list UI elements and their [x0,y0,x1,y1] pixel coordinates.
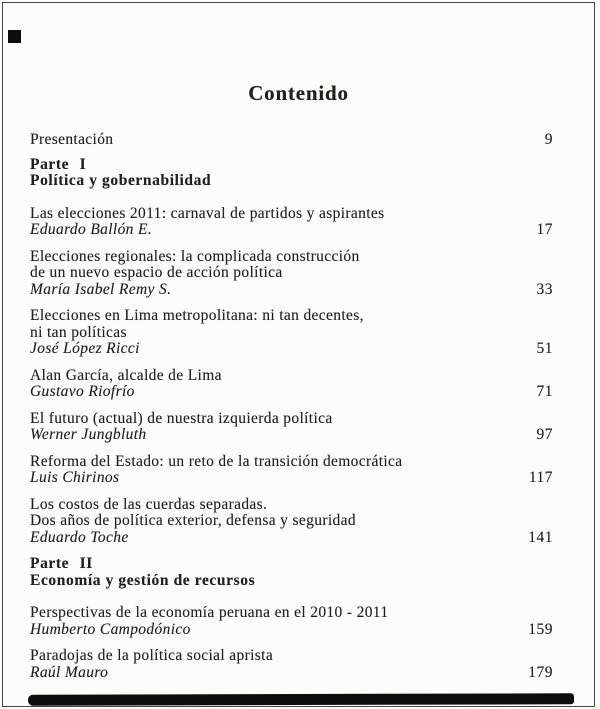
toc-entry [30,454,553,487]
toc-entry-author: Humberto Campodónico [30,620,191,638]
toc-part-label: Parte I [30,155,87,173]
toc-entry-title-line: ni tan políticas [30,323,127,341]
toc-entry-text [30,132,113,149]
toc-part-subtitle: Política y gobernabilidad [30,172,212,189]
toc-entry-text [30,411,333,444]
toc-entry-author: María Isabel Remy S. [30,280,172,298]
toc-entry-text [30,497,356,547]
toc-part-header [30,556,553,589]
toc-entry-text [30,454,403,487]
toc-page-number: 141 [528,528,553,546]
toc-entry-author: Raúl Mauro [30,663,109,681]
toc-entry [30,411,553,444]
toc-page-number: 33 [536,280,553,298]
toc-entry [30,249,553,299]
toc-entry-text [30,368,222,401]
toc-part-header [30,157,553,190]
toc-page-number: 179 [528,663,553,681]
toc-entry [30,497,553,547]
toc-entry-title-line: Elecciones regionales: la complicada construcción [30,247,360,265]
toc-page-number: 97 [536,426,553,443]
toc-part-label: Parte II [30,555,93,572]
toc-page-number: 17 [536,221,553,238]
toc-entry-title-line: Reforma del Estado: un reto de la transición democrática [30,452,403,470]
toc-entry-title-line: Perspectivas de la economía peruana en el 2010 - 2011 [30,604,389,621]
toc-entry-author: José López Ricci [30,340,140,357]
toc-entry-text [30,249,360,299]
toc-entry-author: Werner Jungbluth [30,426,147,443]
toc-entry-author: Eduardo Toche [30,528,129,546]
toc-entry [30,308,553,358]
toc-entry-text [30,605,388,638]
toc-page-number: 51 [536,340,553,357]
toc-page-number: 9 [544,131,553,148]
toc-page-number: 71 [536,383,553,400]
toc-page-number: 159 [528,620,553,638]
toc-entry [30,605,553,638]
scan-artifact-square [8,30,21,43]
toc-part-subtitle: Economía y gestión de recursos [30,571,256,589]
contents-title: Contenido [248,81,349,105]
toc-entry-title-line: Alan García, alcalde de Lima [30,366,222,384]
toc-entry-text [30,648,273,681]
scan-artifact-bottom-bar [28,693,574,705]
toc-entry-title-line: Paradojas de la política social aprista [30,647,274,664]
toc-entry-title-line: Dos años de política exterior, defensa y seguridad [30,512,356,529]
toc-entry-title-line: Las elecciones 2011: carnaval de partidos y aspirantes [30,204,385,222]
toc-entry-author: Gustavo Riofrío [30,383,135,400]
toc-entry-title-line: Elecciones en Lima metropolitana: ni tan decentes, [30,307,364,324]
toc-entry [30,206,553,239]
toc-page-number: 117 [528,469,553,486]
toc-entry-author: Luis Chirinos [30,469,120,486]
toc-entry-title-line: Los costos de las cuerdas separadas. [30,495,268,513]
toc-entry-author: Eduardo Ballón E. [30,221,153,238]
toc-entry [30,132,553,149]
toc-content [30,0,553,691]
toc-entry-title-line: El futuro (actual) de nuestra izquierda política [30,409,333,427]
toc-entry-text [30,206,384,239]
toc-entry-title-line: Presentación [30,131,114,148]
toc-entry [30,368,553,401]
toc-entry-title-line: de un nuevo espacio de acción política [30,264,283,281]
toc-entry [30,648,553,681]
toc-entry-text [30,308,364,358]
